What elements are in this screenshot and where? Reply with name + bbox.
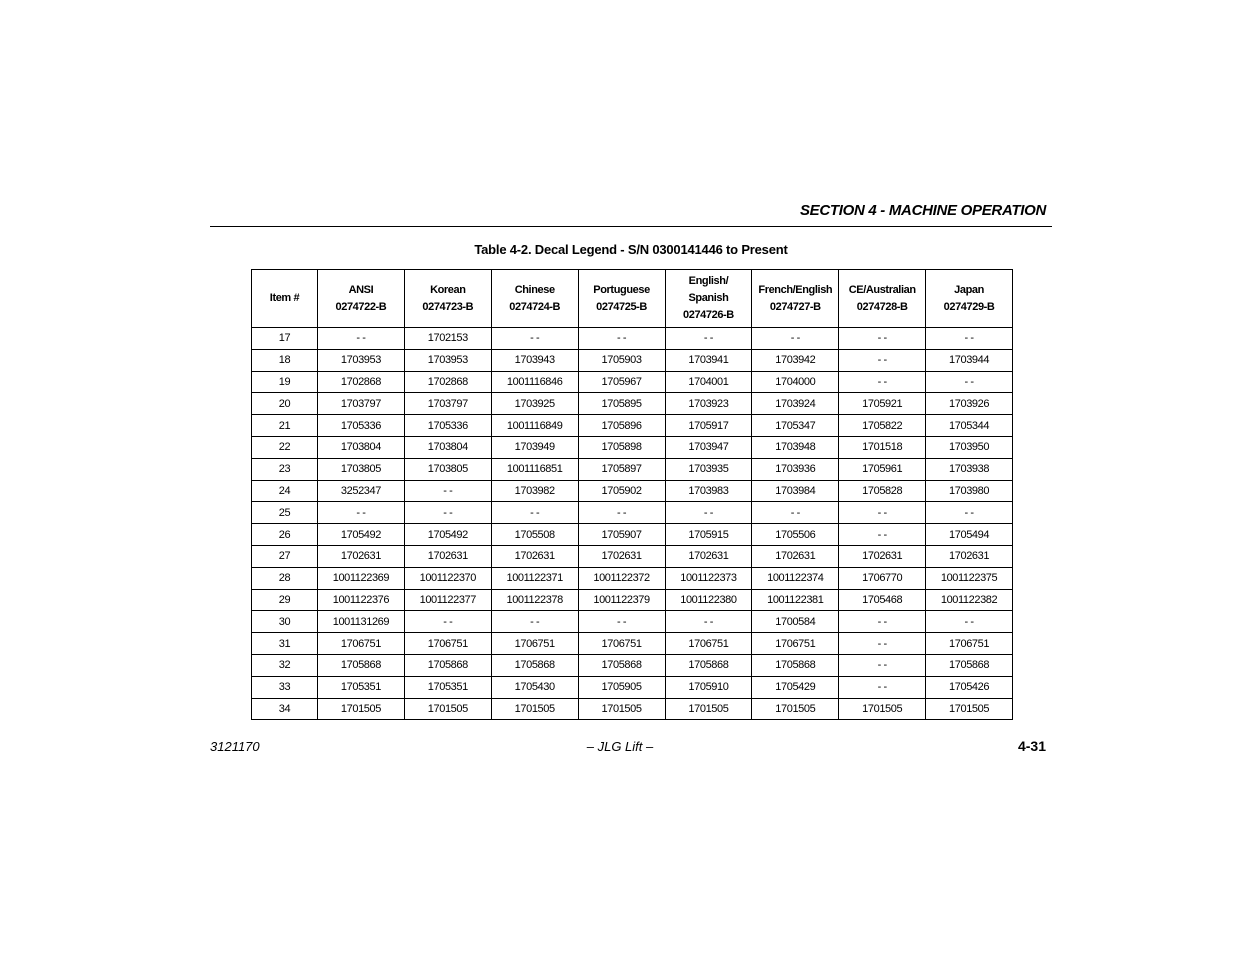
part-number-cell: 1702631	[752, 545, 839, 567]
part-number-cell: 1703944	[926, 349, 1013, 371]
part-number-cell: 1705468	[839, 589, 926, 611]
part-number-cell: - -	[491, 611, 578, 633]
part-number-cell: 1001122373	[665, 567, 752, 589]
part-number-cell: 1706751	[404, 633, 491, 655]
part-number-cell: 1705903	[578, 349, 665, 371]
table-row	[252, 480, 1013, 502]
part-number-cell: 1702631	[839, 545, 926, 567]
part-number-cell: 1705896	[578, 415, 665, 437]
part-number-cell: 1001116851	[491, 458, 578, 480]
part-number-cell: 1703923	[665, 393, 752, 415]
part-number-cell: 1705868	[752, 654, 839, 676]
item-number-cell: 26	[252, 524, 318, 546]
part-number-cell: 1701505	[578, 698, 665, 720]
part-number-cell: - -	[839, 524, 926, 546]
table-row	[252, 698, 1013, 720]
column-header-line: French/English	[758, 283, 833, 296]
part-number-cell: 1705868	[578, 654, 665, 676]
part-number-cell: 1703926	[926, 393, 1013, 415]
part-number-cell: 1704001	[665, 371, 752, 393]
part-number-cell: - -	[665, 328, 752, 350]
part-number-cell: 1703943	[491, 349, 578, 371]
part-number-cell: 1705494	[926, 524, 1013, 546]
part-number-cell: 1703804	[318, 436, 405, 458]
part-number-cell: 1701505	[839, 698, 926, 720]
part-number-cell: - -	[926, 328, 1013, 350]
part-number-cell: 1705915	[665, 524, 752, 546]
part-number-cell: - -	[926, 371, 1013, 393]
table-row	[252, 328, 1013, 350]
part-number-cell: 1703953	[404, 349, 491, 371]
item-number-cell: 17	[252, 328, 318, 350]
table-header-row	[252, 270, 1013, 328]
part-number-cell: 1702631	[491, 545, 578, 567]
table-row	[252, 545, 1013, 567]
part-number-cell: - -	[578, 502, 665, 524]
column-header	[839, 270, 926, 328]
column-header-line: Korean	[430, 283, 466, 296]
document-number: 3121170	[210, 739, 260, 754]
part-number-cell: 1702631	[578, 545, 665, 567]
column-header-line: Portuguese	[593, 283, 650, 296]
item-number-cell: 18	[252, 349, 318, 371]
table-row	[252, 393, 1013, 415]
part-number-cell: 1700584	[752, 611, 839, 633]
part-number-cell: 1704000	[752, 371, 839, 393]
item-number-cell: 21	[252, 415, 318, 437]
part-number-cell: 1706751	[665, 633, 752, 655]
table-row	[252, 349, 1013, 371]
part-number-cell: 1705822	[839, 415, 926, 437]
part-number-cell: 1702631	[318, 545, 405, 567]
part-number-cell: - -	[404, 502, 491, 524]
item-number-cell: 29	[252, 589, 318, 611]
part-number-cell: 1001122372	[578, 567, 665, 589]
table-row	[252, 524, 1013, 546]
part-number-cell: 1001122377	[404, 589, 491, 611]
column-header	[665, 270, 752, 328]
part-number-cell: 1701505	[665, 698, 752, 720]
part-number-cell: - -	[839, 676, 926, 698]
part-number-cell: 1001122375	[926, 567, 1013, 589]
table-row	[252, 633, 1013, 655]
part-number-cell: 1701505	[926, 698, 1013, 720]
column-header	[318, 270, 405, 328]
part-number-cell: 1705902	[578, 480, 665, 502]
part-number-cell: 1001122371	[491, 567, 578, 589]
part-number-cell: - -	[839, 502, 926, 524]
part-number-cell: 1703953	[318, 349, 405, 371]
part-number-cell: 1706751	[318, 633, 405, 655]
part-number-cell: - -	[491, 502, 578, 524]
column-header-line: Item #	[269, 292, 300, 304]
part-number-cell: - -	[839, 328, 926, 350]
part-number-cell: 1705961	[839, 458, 926, 480]
table-row	[252, 611, 1013, 633]
part-number-cell: 1703982	[491, 480, 578, 502]
part-number-cell: 1705868	[491, 654, 578, 676]
part-number-cell: 1001122370	[404, 567, 491, 589]
column-header	[926, 270, 1013, 328]
part-number-cell: 1705917	[665, 415, 752, 437]
column-header	[404, 270, 491, 328]
part-number-cell: 1001122374	[752, 567, 839, 589]
table-row	[252, 502, 1013, 524]
part-number-cell: 1701505	[752, 698, 839, 720]
part-number-cell: 1705967	[578, 371, 665, 393]
column-header	[252, 270, 318, 328]
item-number-cell: 19	[252, 371, 318, 393]
part-number-cell: 1706751	[578, 633, 665, 655]
part-number-cell: 1001122382	[926, 589, 1013, 611]
table-row	[252, 589, 1013, 611]
part-number-cell: 1001122379	[578, 589, 665, 611]
part-number-cell: 1705897	[578, 458, 665, 480]
header-divider	[210, 226, 1052, 227]
part-number-cell: 1705895	[578, 393, 665, 415]
part-number-cell: 1702868	[318, 371, 405, 393]
part-number-cell: 1703936	[752, 458, 839, 480]
item-number-cell: 23	[252, 458, 318, 480]
part-number-cell: 1703984	[752, 480, 839, 502]
part-number-cell: 1706770	[839, 567, 926, 589]
table-row	[252, 458, 1013, 480]
part-number-cell: 1705868	[926, 654, 1013, 676]
part-number-cell: 1705336	[404, 415, 491, 437]
part-number-cell: 1703980	[926, 480, 1013, 502]
decal-legend-table	[251, 269, 1013, 720]
column-header-line: 0274722-B	[335, 300, 387, 313]
table-caption: Table 4-2. Decal Legend - S/N 0300141446 to Present	[474, 242, 788, 257]
item-number-cell: 27	[252, 545, 318, 567]
part-number-cell: 1701518	[839, 436, 926, 458]
column-header-line: ANSI	[348, 283, 374, 296]
part-number-cell: 1703924	[752, 393, 839, 415]
column-header-line: Spanish	[688, 292, 729, 304]
part-number-cell: 1703797	[318, 393, 405, 415]
part-number-cell: 3252347	[318, 480, 405, 502]
page-number: 4-31	[1017, 738, 1046, 754]
part-number-cell: 1001122381	[752, 589, 839, 611]
part-number-cell: 1703942	[752, 349, 839, 371]
part-number-cell: 1001122376	[318, 589, 405, 611]
item-number-cell: 32	[252, 654, 318, 676]
part-number-cell: 1705506	[752, 524, 839, 546]
part-number-cell: 1702631	[665, 545, 752, 567]
part-number-cell: 1001122380	[665, 589, 752, 611]
part-number-cell: 1703949	[491, 436, 578, 458]
column-header-line: Japan	[954, 283, 984, 296]
part-number-cell: 1705905	[578, 676, 665, 698]
part-number-cell: - -	[839, 633, 926, 655]
part-number-cell: 1705492	[404, 524, 491, 546]
footer-brand: – JLG Lift –	[586, 739, 654, 754]
table-row	[252, 371, 1013, 393]
item-number-cell: 28	[252, 567, 318, 589]
column-header-line: 0274726-B	[683, 309, 734, 321]
column-header-line: Chinese	[514, 283, 555, 296]
section-title: SECTION 4 - MACHINE OPERATION	[799, 202, 1046, 219]
part-number-cell: 1705828	[839, 480, 926, 502]
item-number-cell: 22	[252, 436, 318, 458]
part-number-cell: - -	[839, 371, 926, 393]
table-row	[252, 654, 1013, 676]
part-number-cell: 1705426	[926, 676, 1013, 698]
part-number-cell: - -	[752, 328, 839, 350]
part-number-cell: 1703950	[926, 436, 1013, 458]
part-number-cell: 1703948	[752, 436, 839, 458]
part-number-cell: - -	[665, 502, 752, 524]
part-number-cell: 1705868	[404, 654, 491, 676]
item-number-cell: 31	[252, 633, 318, 655]
column-header-line: English/	[688, 275, 729, 287]
part-number-cell: 1703983	[665, 480, 752, 502]
part-number-cell: 1001131269	[318, 611, 405, 633]
column-header-line: 0274727-B	[769, 300, 821, 313]
column-header-line: 0274723-B	[422, 300, 474, 313]
part-number-cell: 1705351	[318, 676, 405, 698]
table-row	[252, 676, 1013, 698]
part-number-cell: 1705336	[318, 415, 405, 437]
part-number-cell: 1702153	[404, 328, 491, 350]
part-number-cell: 1703941	[665, 349, 752, 371]
part-number-cell: 1702868	[404, 371, 491, 393]
part-number-cell: - -	[752, 502, 839, 524]
part-number-cell: 1706751	[926, 633, 1013, 655]
part-number-cell: 1703935	[665, 458, 752, 480]
part-number-cell: 1702631	[404, 545, 491, 567]
part-number-cell: - -	[839, 654, 926, 676]
column-header-line: 0274724-B	[509, 300, 561, 313]
column-header-line: 0274729-B	[943, 300, 995, 313]
part-number-cell: 1705344	[926, 415, 1013, 437]
part-number-cell: 1701505	[404, 698, 491, 720]
part-number-cell: 1705910	[665, 676, 752, 698]
part-number-cell: 1705429	[752, 676, 839, 698]
part-number-cell: - -	[318, 328, 405, 350]
part-number-cell: - -	[404, 480, 491, 502]
part-number-cell: 1705868	[665, 654, 752, 676]
item-number-cell: 34	[252, 698, 318, 720]
part-number-cell: 1703805	[404, 458, 491, 480]
part-number-cell: 1705351	[404, 676, 491, 698]
part-number-cell: - -	[926, 502, 1013, 524]
part-number-cell: 1701505	[491, 698, 578, 720]
item-number-cell: 30	[252, 611, 318, 633]
item-number-cell: 25	[252, 502, 318, 524]
part-number-cell: 1703804	[404, 436, 491, 458]
part-number-cell: - -	[839, 349, 926, 371]
table-row	[252, 436, 1013, 458]
part-number-cell: - -	[839, 611, 926, 633]
part-number-cell: - -	[491, 328, 578, 350]
part-number-cell: 1706751	[491, 633, 578, 655]
column-header	[491, 270, 578, 328]
part-number-cell: 1705921	[839, 393, 926, 415]
part-number-cell: 1705868	[318, 654, 405, 676]
column-header	[578, 270, 665, 328]
item-number-cell: 33	[252, 676, 318, 698]
part-number-cell: 1705492	[318, 524, 405, 546]
part-number-cell: 1001122369	[318, 567, 405, 589]
part-number-cell: 1001116846	[491, 371, 578, 393]
part-number-cell: 1705898	[578, 436, 665, 458]
part-number-cell: 1705508	[491, 524, 578, 546]
column-header	[752, 270, 839, 328]
part-number-cell: 1705430	[491, 676, 578, 698]
part-number-cell: 1703938	[926, 458, 1013, 480]
part-number-cell: 1001122378	[491, 589, 578, 611]
part-number-cell: 1701505	[318, 698, 405, 720]
part-number-cell: - -	[404, 611, 491, 633]
part-number-cell: 1703797	[404, 393, 491, 415]
part-number-cell: 1703947	[665, 436, 752, 458]
part-number-cell: 1706751	[752, 633, 839, 655]
part-number-cell: - -	[578, 328, 665, 350]
part-number-cell: 1705907	[578, 524, 665, 546]
part-number-cell: 1001116849	[491, 415, 578, 437]
part-number-cell: - -	[665, 611, 752, 633]
column-header-line: CE/Australian	[848, 283, 916, 296]
part-number-cell: 1703925	[491, 393, 578, 415]
part-number-cell: 1703805	[318, 458, 405, 480]
part-number-cell: - -	[318, 502, 405, 524]
table-row	[252, 415, 1013, 437]
part-number-cell: 1702631	[926, 545, 1013, 567]
part-number-cell: - -	[578, 611, 665, 633]
part-number-cell: - -	[926, 611, 1013, 633]
table-row	[252, 567, 1013, 589]
item-number-cell: 20	[252, 393, 318, 415]
part-number-cell: 1705347	[752, 415, 839, 437]
column-header-line: 0274728-B	[856, 300, 908, 313]
item-number-cell: 24	[252, 480, 318, 502]
column-header-line: 0274725-B	[596, 300, 647, 313]
